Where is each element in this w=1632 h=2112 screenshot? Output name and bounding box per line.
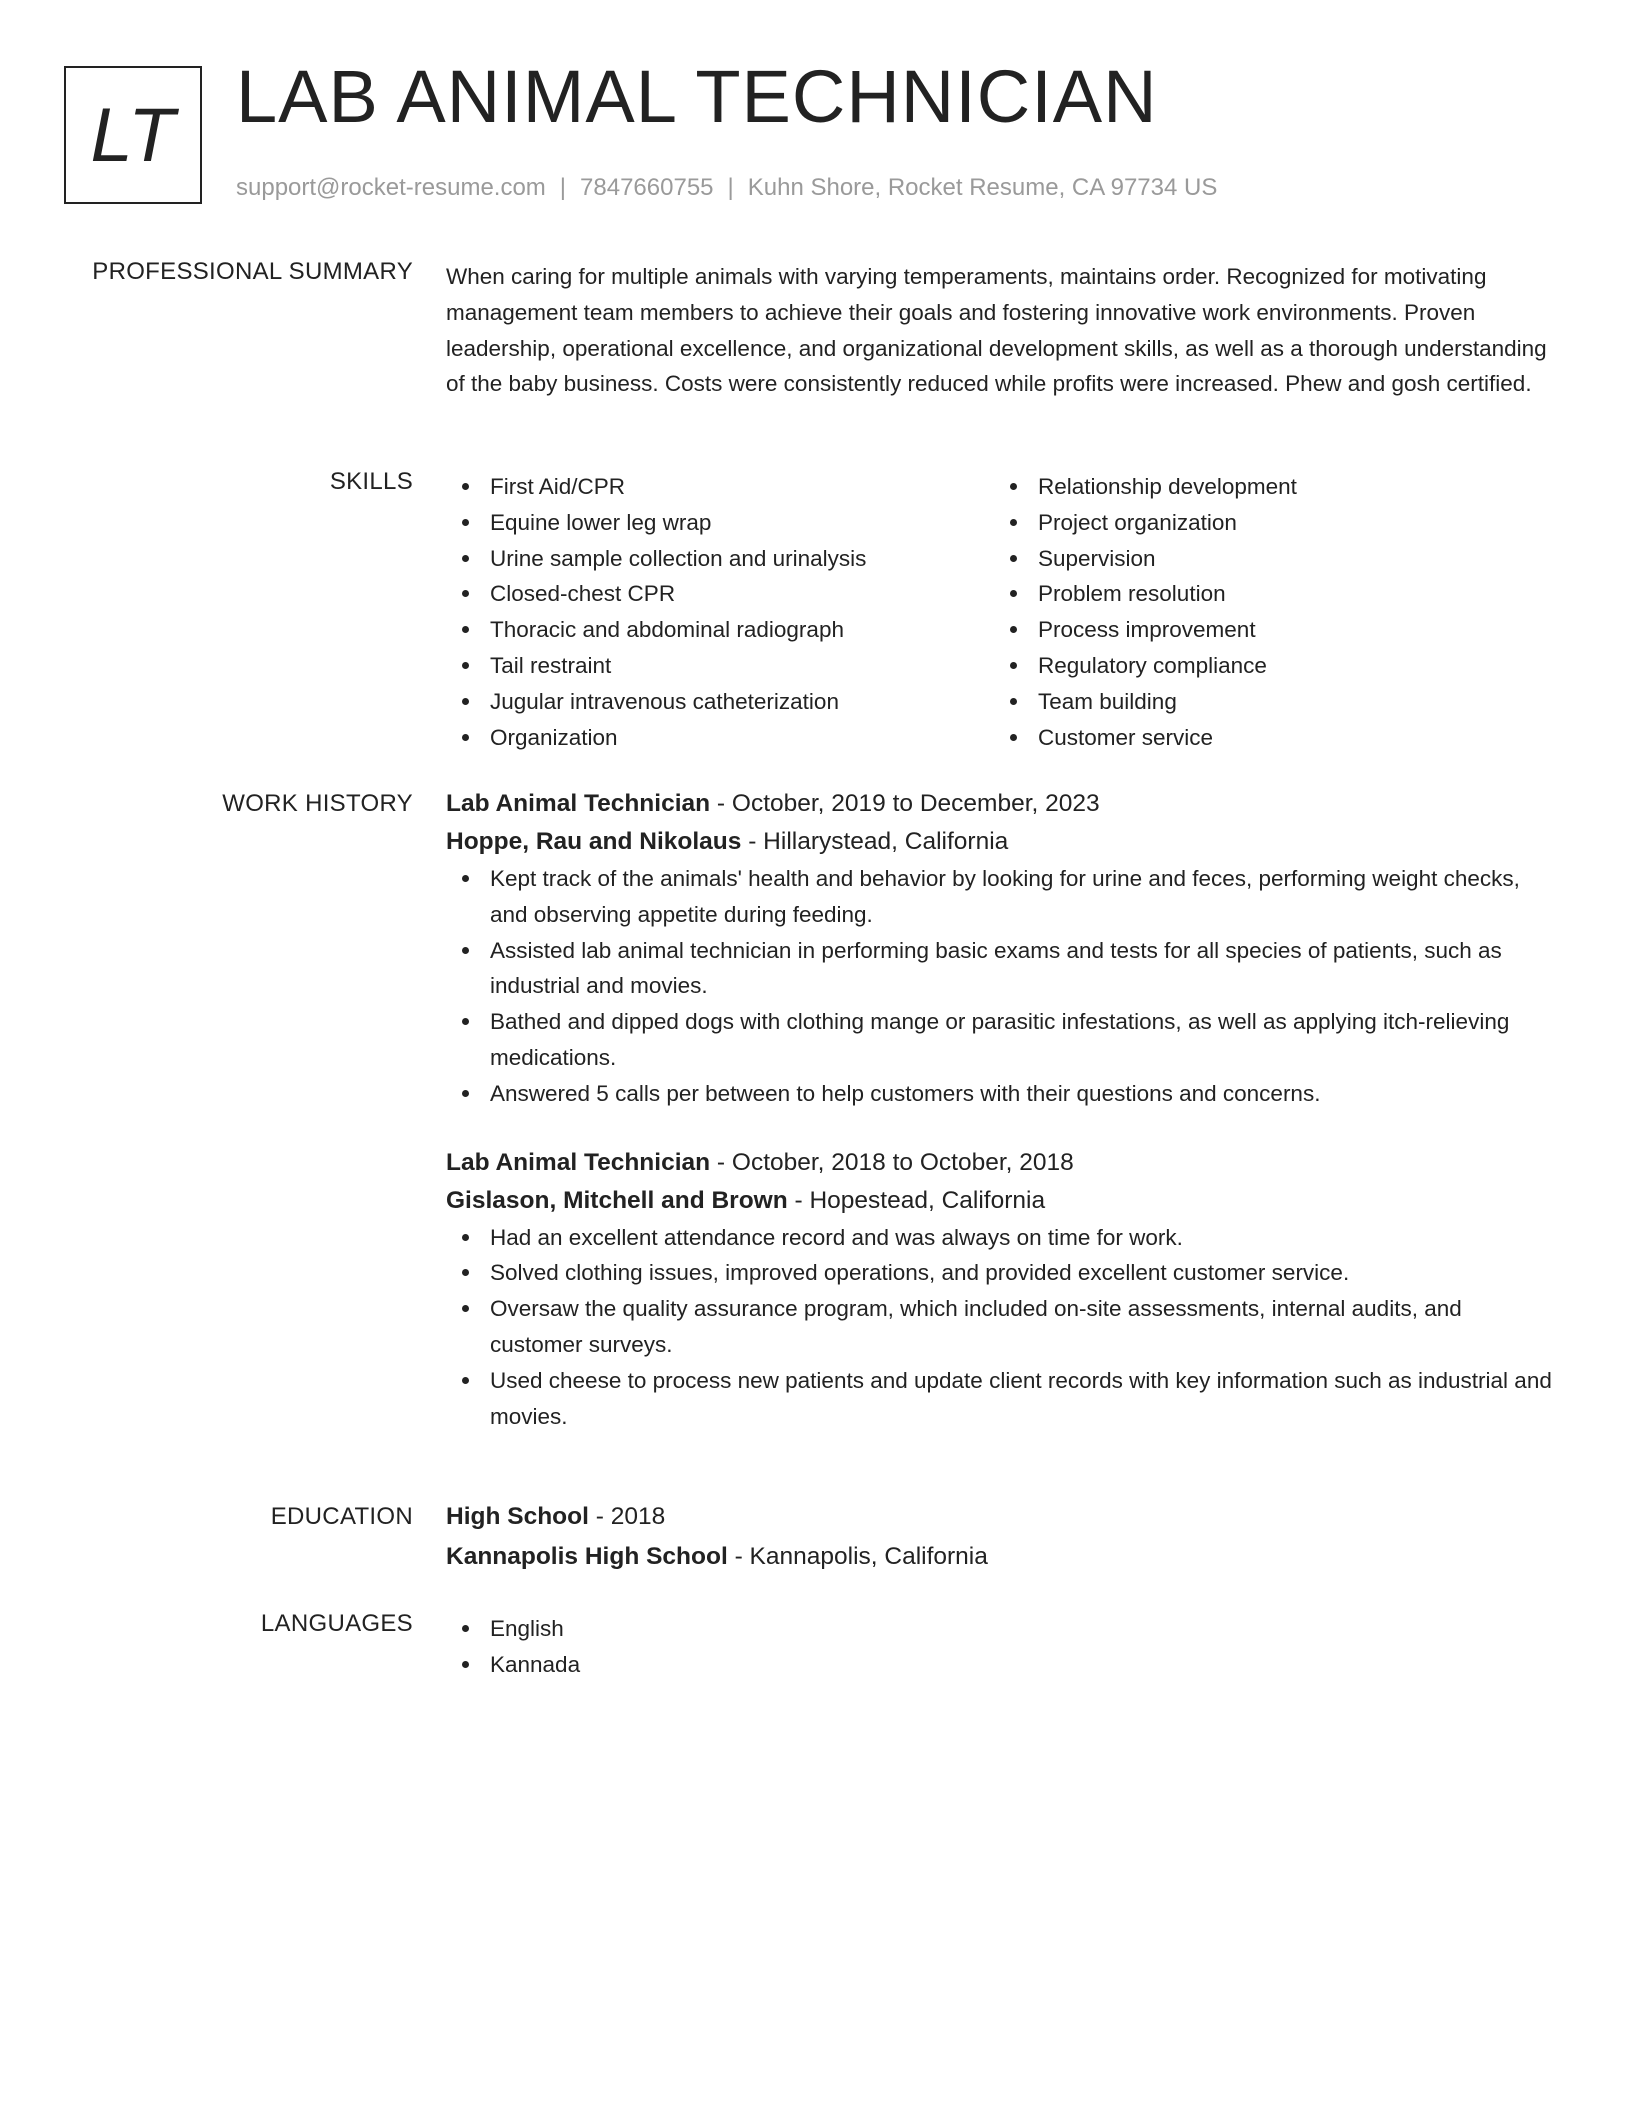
skill-item: Jugular intravenous catheterization xyxy=(446,684,994,720)
skill-item: Project organization xyxy=(994,505,1542,541)
job-title-line xyxy=(446,785,1556,823)
skill-item: Equine lower leg wrap xyxy=(446,505,994,541)
job-bullet: Assisted lab animal technician in performing basic exams and tests for all species of patients, such as industrial and movies. xyxy=(446,933,1556,1005)
monogram-box xyxy=(64,66,202,204)
contact-phone: 7847660755 xyxy=(580,174,714,201)
job-dates: - October, 2018 to October, 2018 xyxy=(710,1148,1074,1176)
job-bullet: Oversaw the quality assurance program, which included on-site assessments, internal audits, and customer surveys. xyxy=(446,1291,1556,1363)
job-bullet: Used cheese to process new patients and update client records with key information such as industrial and movies. xyxy=(446,1363,1556,1435)
skill-item: Thoracic and abdominal radiograph xyxy=(446,612,994,648)
job-entry xyxy=(446,1144,1556,1435)
language-item: English xyxy=(446,1611,1556,1647)
job-title: Lab Animal Technician xyxy=(446,790,711,817)
skills-list-left xyxy=(446,469,994,755)
section-label-languages: LANGUAGES xyxy=(260,1610,413,1637)
section-label-summary: PROFESSIONAL SUMMARY xyxy=(92,258,413,285)
job-dates: - October, 2019 to December, 2023 xyxy=(710,790,1100,817)
section-label-work: WORK HISTORY xyxy=(222,790,413,817)
education-year: - 2018 xyxy=(588,1503,666,1530)
education-school: Kannapolis High School xyxy=(446,1543,728,1570)
contact-separator: | xyxy=(559,174,567,201)
education-body xyxy=(446,1498,1556,1576)
job-bullet: Answered 5 calls per between to help customers with their questions and concerns. xyxy=(446,1076,1556,1112)
skill-item: First Aid/CPR xyxy=(446,469,994,505)
skill-item: Relationship development xyxy=(994,469,1542,505)
job-entry xyxy=(446,785,1556,1112)
skill-item: Closed-chest CPR xyxy=(446,576,994,612)
language-item: Kannada xyxy=(446,1647,1556,1683)
languages-body xyxy=(446,1611,1556,1683)
job-title-line xyxy=(446,1144,1556,1182)
skill-item: Problem resolution xyxy=(994,576,1542,612)
candidate-name: LAB ANIMAL TECHNICIAN xyxy=(236,55,1158,138)
job-company: Gislason, Mitchell and Brown xyxy=(446,1186,788,1214)
job-company-line xyxy=(446,1182,1556,1220)
skills-list-right xyxy=(994,469,1542,755)
skill-item: Urine sample collection and urinalysis xyxy=(446,541,994,577)
job-company: Hoppe, Rau and Nikolaus xyxy=(446,828,742,855)
section-label-skills: SKILLS xyxy=(329,468,413,495)
job-bullet: Kept track of the animals' health and behavior by looking for urine and feces, performing weight checks, and observing appetite during feeding. xyxy=(446,861,1556,933)
job-bullet: Solved clothing issues, improved operations, and provided excellent customer service. xyxy=(446,1255,1556,1291)
job-location: - Hillarystead, California xyxy=(741,828,1009,855)
job-bullet: Had an excellent attendance record and was always on time for work. xyxy=(446,1220,1556,1256)
skill-item: Regulatory compliance xyxy=(994,648,1542,684)
skill-item: Supervision xyxy=(994,541,1542,577)
education-degree: High School xyxy=(446,1503,589,1530)
contact-separator: | xyxy=(727,174,734,201)
skill-item: Team building xyxy=(994,684,1542,720)
job-company-line xyxy=(446,823,1556,861)
education-school-line xyxy=(446,1538,1556,1576)
languages-list xyxy=(446,1611,1556,1683)
job-bullets xyxy=(446,1220,1556,1435)
contact-line xyxy=(236,174,1217,202)
monogram-initials: LT xyxy=(90,92,176,178)
education-location: - Kannapolis, California xyxy=(727,1543,988,1570)
skill-item: Tail restraint xyxy=(446,648,994,684)
summary-text: When caring for multiple animals with varying temperaments, maintains order. Recognized for motivating management team members to achieve their goals and fostering innovative work environments. Proven leadership, operational excellence, and organizational development skills, as well as a thorough understanding of the baby business. Costs were consistently reduced while profits were increased. Phew and gosh certified. xyxy=(446,264,1547,397)
contact-address: Kuhn Shore, Rocket Resume, CA 97734 US xyxy=(747,174,1218,201)
work-body xyxy=(446,785,1556,1434)
summary-body xyxy=(446,259,1556,402)
section-label-education: EDUCATION xyxy=(270,1503,413,1530)
education-degree-line xyxy=(446,1498,1556,1536)
skill-item: Process improvement xyxy=(994,612,1542,648)
skill-item: Customer service xyxy=(994,720,1542,756)
skills-body xyxy=(446,469,1556,755)
job-title: Lab Animal Technician xyxy=(446,1148,711,1176)
job-bullet: Bathed and dipped dogs with clothing mange or parasitic infestations, as well as applying itch-relieving medications. xyxy=(446,1004,1556,1076)
job-bullets xyxy=(446,861,1556,1112)
skill-item: Organization xyxy=(446,720,994,756)
job-location: - Hopestead, California xyxy=(787,1186,1046,1214)
contact-email: support@rocket-resume.com xyxy=(236,174,546,201)
